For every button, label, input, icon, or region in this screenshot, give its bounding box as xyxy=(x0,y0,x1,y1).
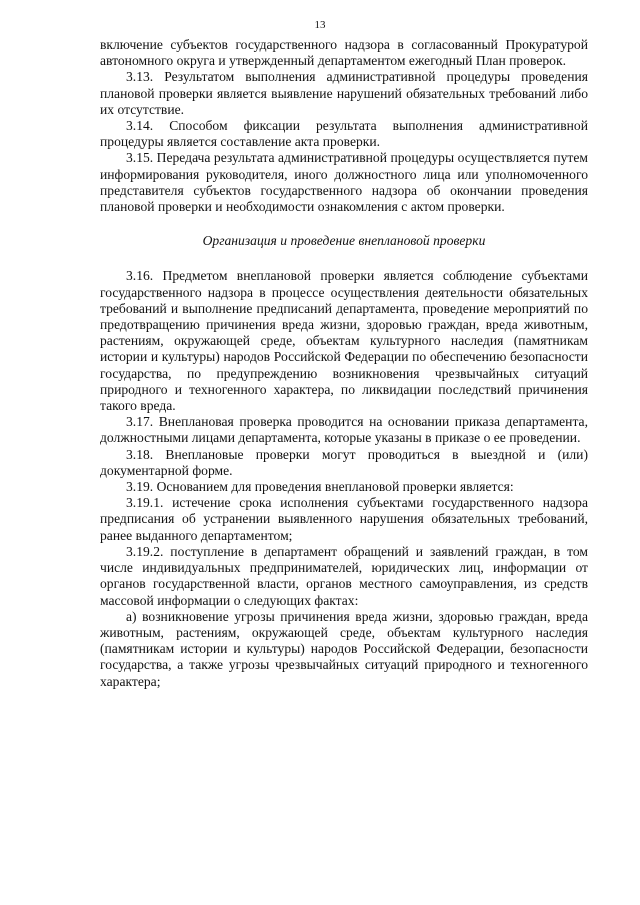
spacer xyxy=(100,249,588,268)
section-heading: Организация и проведение внеплановой проверки xyxy=(202,233,486,249)
paragraph-item-a: а) возникновение угрозы причинения вреда жизни, здоровью граждан, вреда животным, растениям, окружающей среде, объектам культурного наследия (памятникам истории и культуры) народов Российской Федерации, безопасности государства, а также угрозы чрезвычайных ситуаций природного и техногенного характера; xyxy=(100,608,588,689)
paragraph-3-16: 3.16. Предметом внеплановой проверки является соблюдение субъектами государственного надзора в процессе осуществления деятельности обязательных требований и выполнение предписаний департамента, проведение мероприятий по предотвращению причинения вреда жизни, здоровью граждан, вреда животным, растениям, окружающей среде, объектам культурного наследия (памятникам истории и культуры) народов Российской Федерации по обеспечению безопасности государства, по предупреждению возникновения чрезвычайных ситуаций природного и техногенного характера, по ликвидации последствий причинения такого вреда. xyxy=(100,268,588,414)
paragraph-3-13: 3.13. Результатом выполнения административной процедуры проведения плановой проверки является выявление нарушений обязательных требований либо их отсутствие. xyxy=(100,69,588,117)
page-number: 13 xyxy=(314,19,326,31)
paragraph-3-15: 3.15. Передача результата административной процедуры осуществляется путем информирования руководителя, иного должностного лица или уполномоченного представителя субъектов государственного надзора об окончании проведения плановой проверки и необходимости ознакомления с актом проверки. xyxy=(100,150,588,215)
paragraph-3-18: 3.18. Внеплановые проверки могут проводиться в выездной и (или) документарной форме. xyxy=(100,446,588,478)
paragraph-3-19-2: 3.19.2. поступление в департамент обращений и заявлений граждан, в том числе индивидуальных предпринимателей, юридических лиц, информации от органов государственной власти, органов местного самоуправления, из средств массовой информации о следующих фактах: xyxy=(100,543,588,608)
paragraph-3-19-1: 3.19.1. истечение срока исполнения субъектами государственного надзора предписания об устранении выявленного нарушения обязательных требований, ранее выданного департаментом; xyxy=(100,495,588,543)
paragraph-3-14: 3.14. Способом фиксации результата выполнения административной процедуры является составление акта проверки. xyxy=(100,118,588,150)
paragraph-continuation: включение субъектов государственного надзора в согласованный Прокуратурой автономного округа и утвержденный департаментом ежегодный План проверок. xyxy=(100,37,588,69)
paragraph-3-19: 3.19. Основанием для проведения внеплановой проверки является: xyxy=(126,479,514,495)
spacer xyxy=(100,215,588,233)
paragraph-3-17: 3.17. Внеплановая проверка проводится на основании приказа департамента, должностными лицами департамента, которые указаны в приказе о ее проведении. xyxy=(100,414,588,446)
document-body xyxy=(100,37,588,690)
